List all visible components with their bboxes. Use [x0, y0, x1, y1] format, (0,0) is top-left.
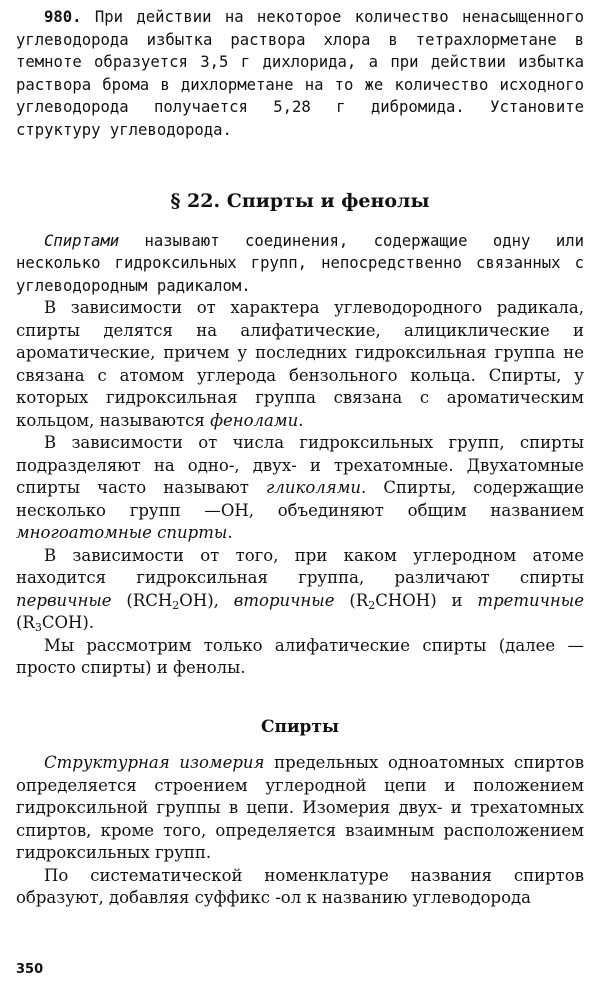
- paragraph-text: В зависимости от числа гидроксильных групп, спирты подразделяют на одно-, двух- и трехатомные. Двухатомные спирты часто называют: [16, 433, 584, 497]
- subsection-title: Спирты: [260, 716, 340, 737]
- problem-paragraph: [16, 6, 584, 141]
- paragraph-alcohols-definition: [16, 230, 584, 298]
- paragraph-isomerism: [16, 752, 584, 865]
- term-phenols: фенолами: [210, 410, 299, 430]
- term-structural-isomerism: Структурная изомерия: [44, 753, 265, 772]
- term-tertiary: третичные: [477, 590, 585, 610]
- term-secondary: вторичные: [233, 590, 335, 610]
- formula-tertiary: $(R_3COH)$.: [16, 613, 95, 634]
- term-primary: первичные: [16, 590, 112, 610]
- paragraph-text: предельных одноатомных спиртов определяется строением углеродной цепи и положением гидроксильной группы в цепи. Изомерия двух- и трехатомных спиртов, кроме того, определяется взаимным расположением гидроксильных групп.: [16, 753, 584, 862]
- page-body: [16, 6, 584, 910]
- term-polyols: многоатомные спирты: [16, 523, 228, 542]
- paragraph-text: В зависимости от того, при каком углеродном атоме находится гидроксильная группа, различают спирты: [16, 545, 584, 587]
- paragraph-text: . Спирты, содержащие несколько групп —OH, объединяют общим названием: [16, 478, 584, 520]
- paragraph-text: называют соединения, содержащие одну или несколько гидроксильных групп, непосредственно связанных с углеводородным радикалом.: [16, 231, 584, 295]
- section-title: § 22. Спирты и фенолы: [170, 190, 430, 212]
- term-alcohols: Спиртами: [44, 231, 120, 250]
- paragraph-text: В зависимости от характера углеводородного радикала, спирты делятся на алифатические, алициклические и ароматические, причем у последних гидроксильная группа не связана с атомом углерода бензольного кольца. Спирты, у которых гидроксильная группа связана с ароматическим кольцом, называются: [16, 298, 584, 430]
- paragraph-radical-classification: В зависимости от характера углеводородного радикала, спирты делятся на алифатические, алициклические и ароматические, причем у последних гидроксильная группа не связана с атомом углерода бензольного кольца. Спирты, у которых гидроксильная группа связана с ароматическим кольцом, называются фенолами.: [16, 298, 584, 430]
- paragraph-atomicity: В зависимости от числа гидроксильных групп, спирты подразделяют на одно-, двух- и трехатомные. Двухатомные спирты часто называют гликолями. Спирты, содержащие несколько групп —OH, объединяют общим названием многоатомные спирты.: [16, 433, 584, 542]
- paragraph-nomenclature: По систематической номенклатуре названия спиртов образуют, добавляя суффикс -ол к названию углеводорода: [16, 865, 584, 907]
- formula-secondary: $(R_2CHOH)$ и: [334, 590, 478, 612]
- page-number: 350: [16, 962, 44, 977]
- paragraph-scope: Мы рассмотрим только алифатические спирты (далее — просто спирты) и фенолы.: [16, 635, 584, 677]
- paragraph-primary-secondary-tertiary: [16, 545, 584, 635]
- term-glycols: гликолями: [266, 478, 362, 497]
- problem-number: 980.: [44, 8, 82, 26]
- problem-text: При действии на некоторое количество ненасыщенного углеводорода избытка раствора хлора в тетрахлорметане в темноте образуется 3,5 г дихлорида, а при действии избытка раствора брома в дихлорметане на то же количество исходного углеводорода получается 5,28 г дибромида. Установите структуру углеводорода.: [16, 8, 584, 139]
- formula-primary: $(RCH_2OH)$,: [111, 590, 234, 612]
